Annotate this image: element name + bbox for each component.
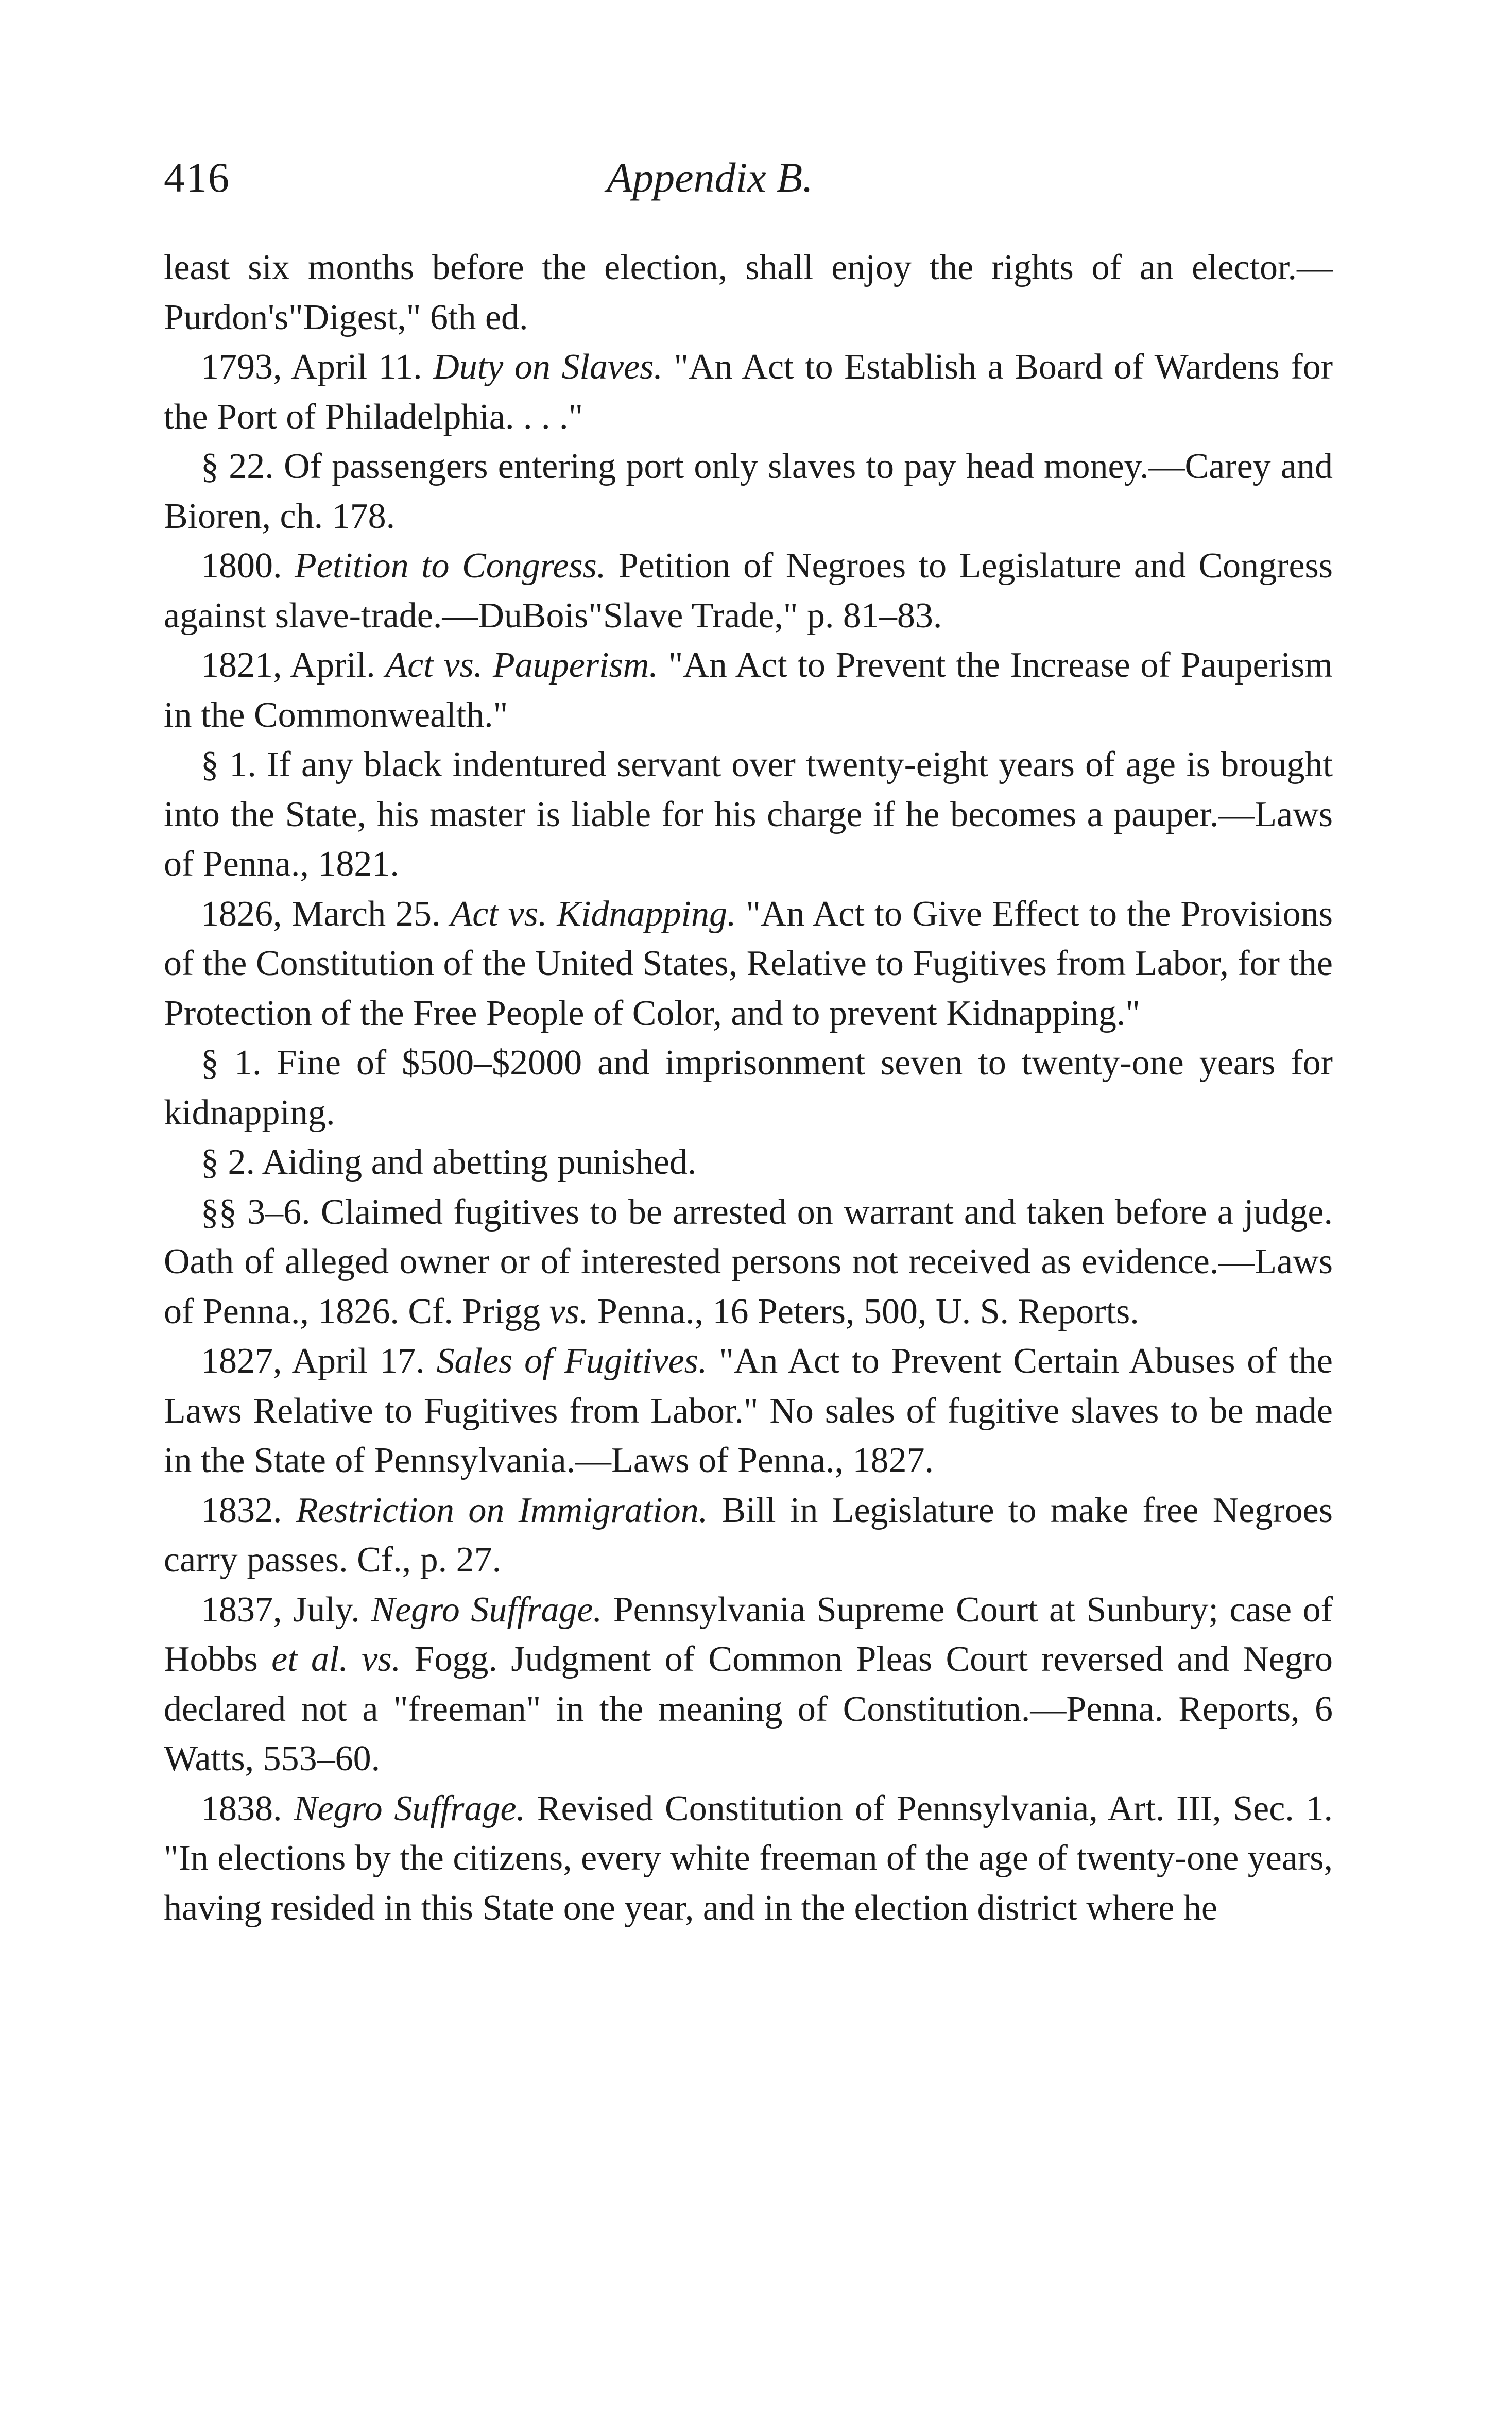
section-1826-1 (164, 1038, 1333, 1138)
entry-date: 1837, July. (201, 1589, 360, 1630)
entry-title: Negro Suffrage. (294, 1788, 526, 1828)
entry-text: "An Act to Prevent Certain Abuses of the Laws Relative to Fugitives from Labor." No sales of fugitive slaves to be made in the State of Pennsylvania.—Laws of Penna., 1827. (164, 1341, 1333, 1480)
entry-text-end: Fogg. Judgment of Common Pleas Court reversed and Negro declared not a "freeman" in the meaning of Constitution.—Penna. Reports, 6 Watts, 553–60. (164, 1639, 1333, 1779)
section-text: § 1. If any black indentured servant over twenty-eight years of age is brought into the State, his master is liable for his charge if he becomes a pauper.—Laws of Penna., 1821. (164, 745, 1333, 884)
entry-title: Sales of Fugitives. (436, 1341, 708, 1381)
italic-vs: vs. (362, 1639, 401, 1679)
entry-date: 1838. (201, 1788, 282, 1828)
page-body (164, 243, 1333, 1933)
entry-text: Petition of Negroes to Legislature and Congress against slave-trade.—DuBois"Slave Trade," p. 81–83. (164, 546, 1333, 636)
entry-title: Duty on Slaves. (433, 347, 663, 387)
entry-1826 (164, 890, 1333, 1039)
italic-vs: vs. (549, 1291, 589, 1331)
entry-1827 (164, 1337, 1333, 1486)
entry-text: "An Act to Establish a Board of Wardens for the Port of Philadelphia. . . ." (164, 347, 1333, 437)
entry-date: 1826, March 25. (201, 894, 441, 934)
entry-text: "An Act to Give Effect to the Provisions of the Constitution of the United States, Relative to Fugitives from Labor, for the Protection of the Free People of Color, and to prevent Kidnapping." (164, 894, 1333, 1033)
section-1821 (164, 740, 1333, 890)
section-text: §§ 3–6. Claimed fugitives to be arrested on warrant and taken before a judge. Oath of alleged owner or of interested persons not received as evidence.—Laws of Penna., 1826. Cf. Prigg (164, 1192, 1333, 1331)
entry-text: Revised Constitution of Pennsylvania, Art. III, Sec. 1. "In elections by the citizens, every white freeman of the age of twenty-one years, having resided in this State one year, and in the election district where he (164, 1788, 1333, 1928)
entry-1821 (164, 641, 1333, 740)
entry-1832 (164, 1486, 1333, 1585)
section-text: § 1. Fine of $500–$2000 and imprisonment seven to twenty-one years for kidnapping. (164, 1043, 1333, 1133)
entry-text: Bill in Legislature to make free Negroes carry passes. Cf., p. 27. (164, 1490, 1333, 1580)
section-22 (164, 442, 1333, 541)
section-text-end: Penna., 16 Peters, 500, U. S. Reports. (588, 1291, 1139, 1331)
paragraph-text: least six months before the election, shall enjoy the rights of an elector.—Purdon's"Digest," 6th ed. (164, 248, 1333, 337)
entry-date: 1832. (201, 1490, 282, 1530)
section-text: § 22. Of passengers entering port only slaves to pay head money.—Carey and Bioren, ch. 178. (164, 447, 1333, 536)
section-text: § 2. Aiding and abetting punished. (201, 1142, 697, 1182)
entry-date: 1821, April. (201, 645, 375, 685)
page-number: 416 (164, 154, 230, 201)
paragraph-continuation (164, 243, 1333, 343)
entry-1793 (164, 343, 1333, 442)
italic-et-al: et al. (271, 1639, 348, 1679)
entry-text: Pennsylvania Supreme Court at Sunbury; case of Hobbs (164, 1589, 1333, 1679)
entry-title: Act vs. Pauperism. (385, 645, 658, 685)
entry-date: 1827, April 17. (201, 1341, 425, 1381)
section-1826-2 (164, 1138, 1333, 1188)
entry-1837 (164, 1585, 1333, 1784)
entry-text: "An Act to Prevent the Increase of Pauperism in the Commonwealth." (164, 645, 1333, 735)
page-header (164, 153, 1348, 210)
entry-title: Act vs. Kidnapping. (450, 894, 736, 934)
entry-title: Negro Suffrage. (371, 1589, 603, 1630)
entry-1800 (164, 541, 1333, 641)
entry-date: 1800. (201, 546, 282, 586)
entry-title: Petition to Congress. (294, 546, 606, 586)
entry-date: 1793, April 11. (201, 347, 422, 387)
running-title: Appendix B. (607, 154, 813, 201)
section-1826-3-6 (164, 1188, 1333, 1337)
entry-1838 (164, 1784, 1333, 1934)
entry-title: Restriction on Immigration. (296, 1490, 708, 1530)
entry-text-mid (348, 1639, 362, 1679)
